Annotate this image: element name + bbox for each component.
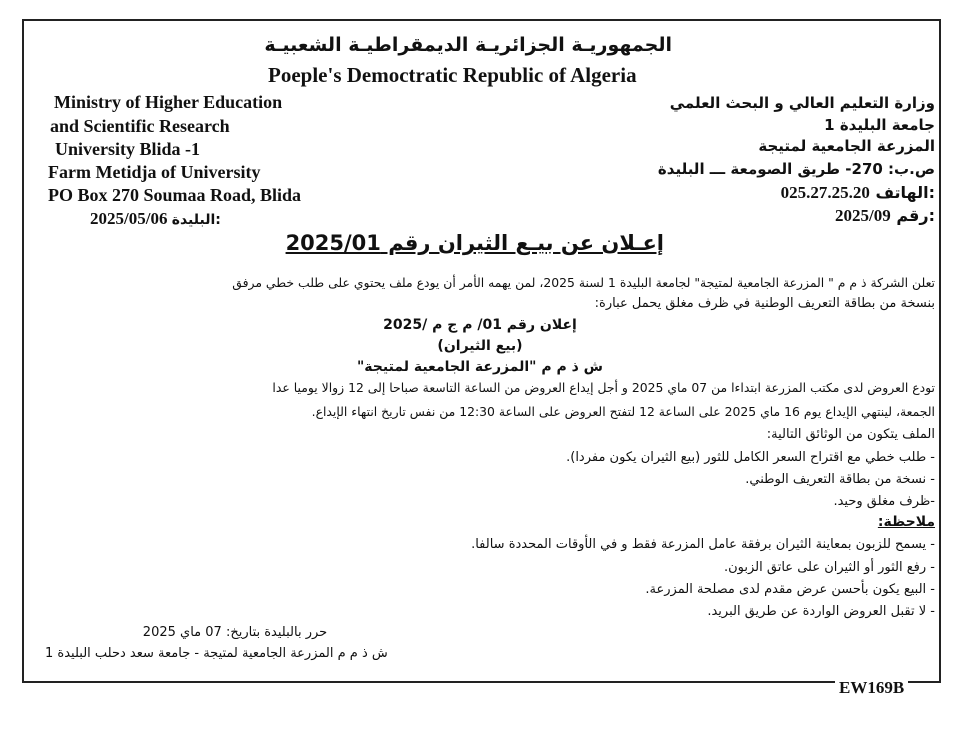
notes-title: ملاحظة: [877, 514, 935, 530]
note-item: - يسمح للزبون بمعاينة الثيران برفقة عامل المزرعة فقط و في الأوقات المحددة سالفا. [471, 537, 935, 552]
reference-label: رقم: [896, 206, 935, 225]
deposit-line-1: تودع العروض لدى مكتب المزرعة ابتداءا من 07 ماي 2025 و أجل إيداع العروض من الساعة التاسعة صباحا إلى 12 زوالا يوميا عدا [272, 380, 935, 395]
document-code: EW169B [835, 678, 908, 698]
envelope-line-1: إعلان رقم 01/ م ج م /2025 [383, 317, 577, 333]
reference-value: 2025/09 [835, 206, 891, 225]
phone-label: الهاتف: [875, 183, 935, 202]
intro-line-2: بنسخة من بطاقة التعريف الوطنية في ظرف مغلق يحمل عبارة: [594, 296, 935, 311]
reference-line [835, 206, 935, 226]
documents-intro: الملف يتكون من الوثائق التالية: [766, 427, 935, 442]
university-arabic: جامعة البليدة 1 [824, 116, 935, 134]
note-item: - البيع يكون بأحسن عرض مقدم لدى مصلحة المزرعة. [645, 582, 935, 597]
document-item: - طلب خطي مع اقتراح السعر الكامل للثور (بيع الثيران يكون مفردا). [566, 450, 935, 465]
issue-date [90, 209, 221, 229]
farm-arabic: المزرعة الجامعية لمتيجة [758, 137, 935, 155]
republic-title-arabic: الجمهوريـة الجزائريـة الديمقراطيـة الشعبيـة [264, 34, 672, 56]
ministry-line-1: Ministry of Higher Education [54, 92, 283, 112]
intro-line-1: تعلن الشركة ذ م م " المزرعة الجامعية لمتيجة" لجامعة البليدة 1 لسنة 2025، لمن يهمه الأمر أن يودع ملف يحتوي على طلب خطي مرفق [232, 275, 935, 290]
note-item: - رفع الثور أو الثيران على عاتق الزبون. [724, 560, 935, 575]
phone-value: 025.27.25.20 [780, 183, 870, 202]
envelope-line-2: (بيع الثيران) [437, 338, 523, 354]
farm-name-en: Farm Metidja of University [48, 162, 261, 182]
document-item: - نسخة من بطاقة التعريف الوطني. [745, 472, 935, 487]
note-item: - لا تقبل العروض الواردة عن طريق البريد. [707, 604, 935, 619]
signature-date: حرر بالبليدة بتاريخ: 07 ماي 2025 [142, 625, 328, 640]
deposit-line-2: الجمعة، لينتهي الإيداع يوم 16 ماي 2025 على الساعة 12 لتفتح العروض على الساعة 12:30 من نفس تاريخ انتهاء الإيداع. [311, 404, 935, 419]
announcement-title: إعـلان عن بيـع الثيران رقم 2025/01 [285, 231, 664, 255]
address-en: PO Box 270 Soumaa Road, Blida [48, 185, 302, 205]
ministry-line-2: and Scientific Research [50, 116, 230, 136]
republic-title-english: Poeple's Democtratic Republic of Algeria [268, 63, 637, 87]
issue-date-label: البليدة: [171, 212, 221, 228]
signature-entity: ش ذ م م المزرعة الجامعية لمتيجة - جامعة سعد دحلب البليدة 1 [45, 646, 388, 661]
issue-date-value: 2025/05/06 [90, 209, 168, 228]
envelope-line-3: ش ذ م م "المزرعة الجامعية لمتيجة" [357, 359, 603, 375]
ministry-arabic: وزارة التعليم العالي و البحث العلمي [669, 94, 935, 112]
university-name-en: University Blida -1 [55, 139, 201, 159]
document-item: -ظرف مغلق وحيد. [833, 494, 935, 509]
phone-line [781, 183, 935, 203]
address-arabic: ص.ب: 270- طريق الصومعة ـــ البليدة [657, 160, 935, 178]
